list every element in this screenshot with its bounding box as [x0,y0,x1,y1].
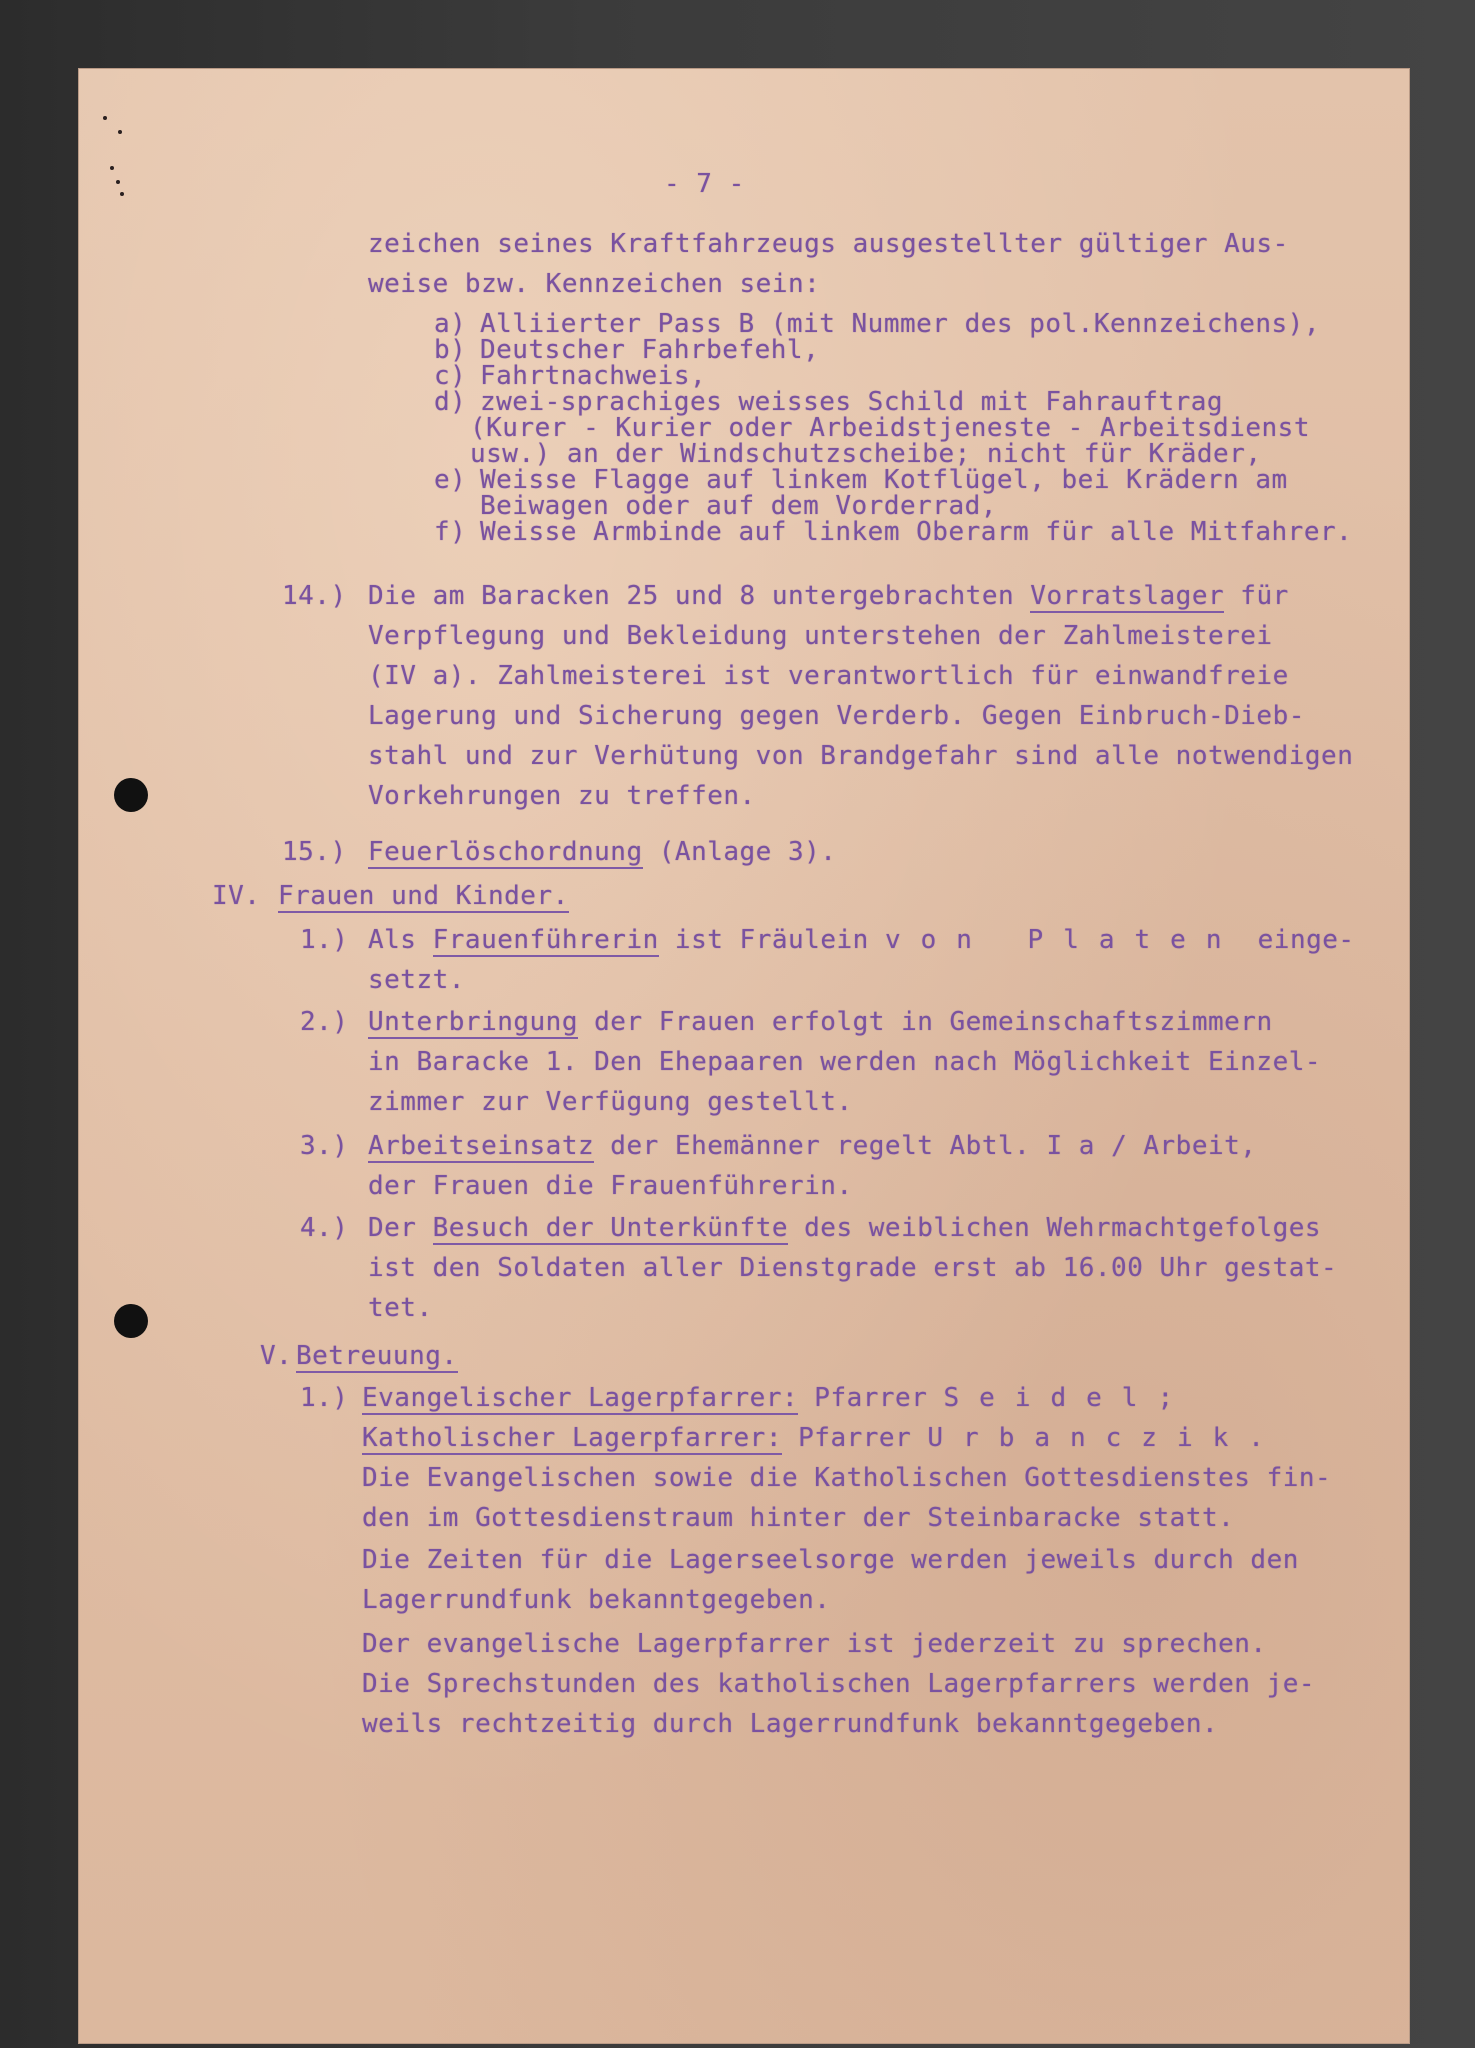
punch-hole [114,778,148,812]
list-marker: a) [434,309,467,339]
iv-4-line-3: tet. [368,1293,433,1323]
list-item: Weisse Flagge auf linkem Kotflügel, bei Krädern am [480,465,1288,495]
list-item: Deutscher Fahrbefehl, [480,335,820,365]
section-15-line [368,832,836,872]
punch-hole [114,1304,148,1338]
list-marker: e) [434,465,467,495]
iv-3-number: 3.) [300,1131,349,1161]
paper-speck [110,166,114,170]
iv-4-text: Der [368,1213,433,1243]
heading-iv-title-text: Frauen und Kinder. [278,881,569,911]
intro-line-1: zeichen seines Kraftfahrzeugs ausgestellter gültiger Aus- [368,229,1289,259]
v-1-line-9: weils rechtzeitig durch Lagerrundfunk bekanntgegeben. [362,1709,1219,1739]
list-item: Alliierter Pass B (mit Nummer des pol.Kennzeichens), [480,309,1320,339]
v-1-line-4: den im Gottesdienstraum hinter der Steinbaracke statt. [362,1503,1235,1533]
paper-speck [116,180,120,184]
iv-4-text: des weiblichen Wehrmachtgefolges [788,1213,1322,1243]
v-1-text: ; [1157,1383,1174,1413]
intro-line-2: weise bzw. Kennzeichen sein: [368,269,821,299]
list-item: usw.) an der Windschutzscheibe; nicht für Kräder, [470,439,1262,469]
heading-v-title [296,1336,458,1376]
v-1-number: 1.) [300,1383,349,1413]
iv-1-text: ist Fräulein [658,925,885,955]
arbeitseinsatz-underlined: Arbeitseinsatz [368,1131,595,1161]
unterbringung-underlined: Unterbringung [368,1007,578,1037]
heading-iv-numeral: IV. [212,881,261,911]
page-number: - 7 - [664,169,745,199]
iv-2-text: der Frauen erfolgt in Gemeinschaftszimmern [578,1007,1273,1037]
list-marker: d) [434,387,467,417]
vorratslager-underlined: Vorratslager [1030,581,1225,611]
v-1-text: Pfarrer [782,1423,928,1453]
iv-1-number: 1.) [300,925,349,955]
heading-v-title-text: Betreuung. [296,1341,458,1371]
section-14-text: Die am Baracken 25 und 8 untergebrachten [368,581,1031,611]
v-1-line-2 [362,1418,1264,1458]
list-item: Weisse Armbinde auf linkem Oberarm für alle Mitfahrer. [480,517,1353,547]
v-1-text: Pfarrer [798,1383,944,1413]
iv-2-line-1 [368,1002,1273,1042]
v-1-line-5: Die Zeiten für die Lagerseelsorge werden jeweils durch den [362,1545,1299,1575]
section-14-line-6: Vorkehrungen zu treffen. [368,781,756,811]
list-item: Fahrtnachweis, [480,361,707,391]
section-15-text: (Anlage 3). [642,837,837,867]
v-1-line-8: Die Sprechstunden des katholischen Lagerpfarrers werden je- [362,1669,1316,1699]
iv-2-line-2: in Baracke 1. Den Ehepaaren werden nach Möglichkeit Einzel- [368,1047,1322,1077]
list-marker: b) [434,335,467,365]
v-1-text: . [1248,1423,1265,1453]
iv-3-line-2: der Frauen die Frauenführerin. [368,1171,853,1201]
name-seidel: Seidel [943,1383,1158,1413]
list-marker: f) [434,517,467,547]
section-14-line-2: Verpflegung und Bekleidung unterstehen der Zahlmeisterei [368,621,1273,651]
iv-4-number: 4.) [300,1213,349,1243]
iv-3-text: der Ehemänner regelt Abtl. I a / Arbeit, [594,1131,1257,1161]
name-urbanczik: Urbanczik [927,1423,1249,1453]
evangelischer-lagerpfarrer-underlined: Evangelischer Lagerpfarrer: [362,1383,799,1413]
v-1-line-1 [362,1378,1174,1418]
iv-4-line-2: ist den Soldaten aller Dienstgrade erst ab 16.00 Uhr gestat- [368,1253,1338,1283]
paper-speck [120,192,124,196]
heading-v-numeral: V. [260,1341,293,1371]
section-14-number: 14.) [282,581,347,611]
list-item: zwei-sprachiges weisses Schild mit Fahrauftrag [480,387,1224,417]
name-von-platen: von Platen [884,925,1242,955]
section-15-number: 15.) [282,837,347,867]
v-1-line-7: Der evangelische Lagerpfarrer ist jederzeit zu sprechen. [362,1629,1267,1659]
iv-2-line-3: zimmer zur Verfügung gestellt. [368,1087,853,1117]
feuerloeschordnung-underlined: Feuerlöschordnung [368,837,643,867]
section-14-line-1 [368,576,1289,616]
list-item: (Kurer - Kurier oder Arbeidstjeneste - Arbeitsdienst [470,413,1310,443]
paper-speck [103,116,107,120]
list-marker: c) [434,361,467,391]
section-14-line-5: stahl und zur Verhütung von Brandgefahr sind alle notwendigen [368,741,1354,771]
iv-4-line-1 [368,1208,1321,1248]
iv-1-line-1 [368,920,1355,960]
katholischer-lagerpfarrer-underlined: Katholischer Lagerpfarrer: [362,1423,782,1453]
paper-speck [118,130,122,134]
v-1-line-3: Die Evangelischen sowie die Katholischen Gottesdienstes fin- [362,1463,1332,1493]
list-item: Beiwagen oder auf dem Vorderrad, [480,491,997,521]
besuch-underlined: Besuch der Unterkünfte [432,1213,788,1243]
frauenfuehrerin-underlined: Frauenführerin [432,925,659,955]
iv-3-line-1 [368,1126,1256,1166]
v-1-line-6: Lagerrundfunk bekanntgegeben. [362,1585,831,1615]
iv-1-line-2: setzt. [368,965,465,995]
heading-iv-title [278,876,569,916]
iv-1-text: einge- [1241,925,1355,955]
section-14-line-3: (IV a). Zahlmeisterei ist verantwortlich für einwandfreie [368,661,1289,691]
iv-1-text: Als [368,925,433,955]
section-14-text: für [1224,581,1289,611]
section-14-line-4: Lagerung und Sicherung gegen Verderb. Gegen Einbruch-Dieb- [368,701,1305,731]
iv-2-number: 2.) [300,1007,349,1037]
document-page [78,68,1410,2044]
